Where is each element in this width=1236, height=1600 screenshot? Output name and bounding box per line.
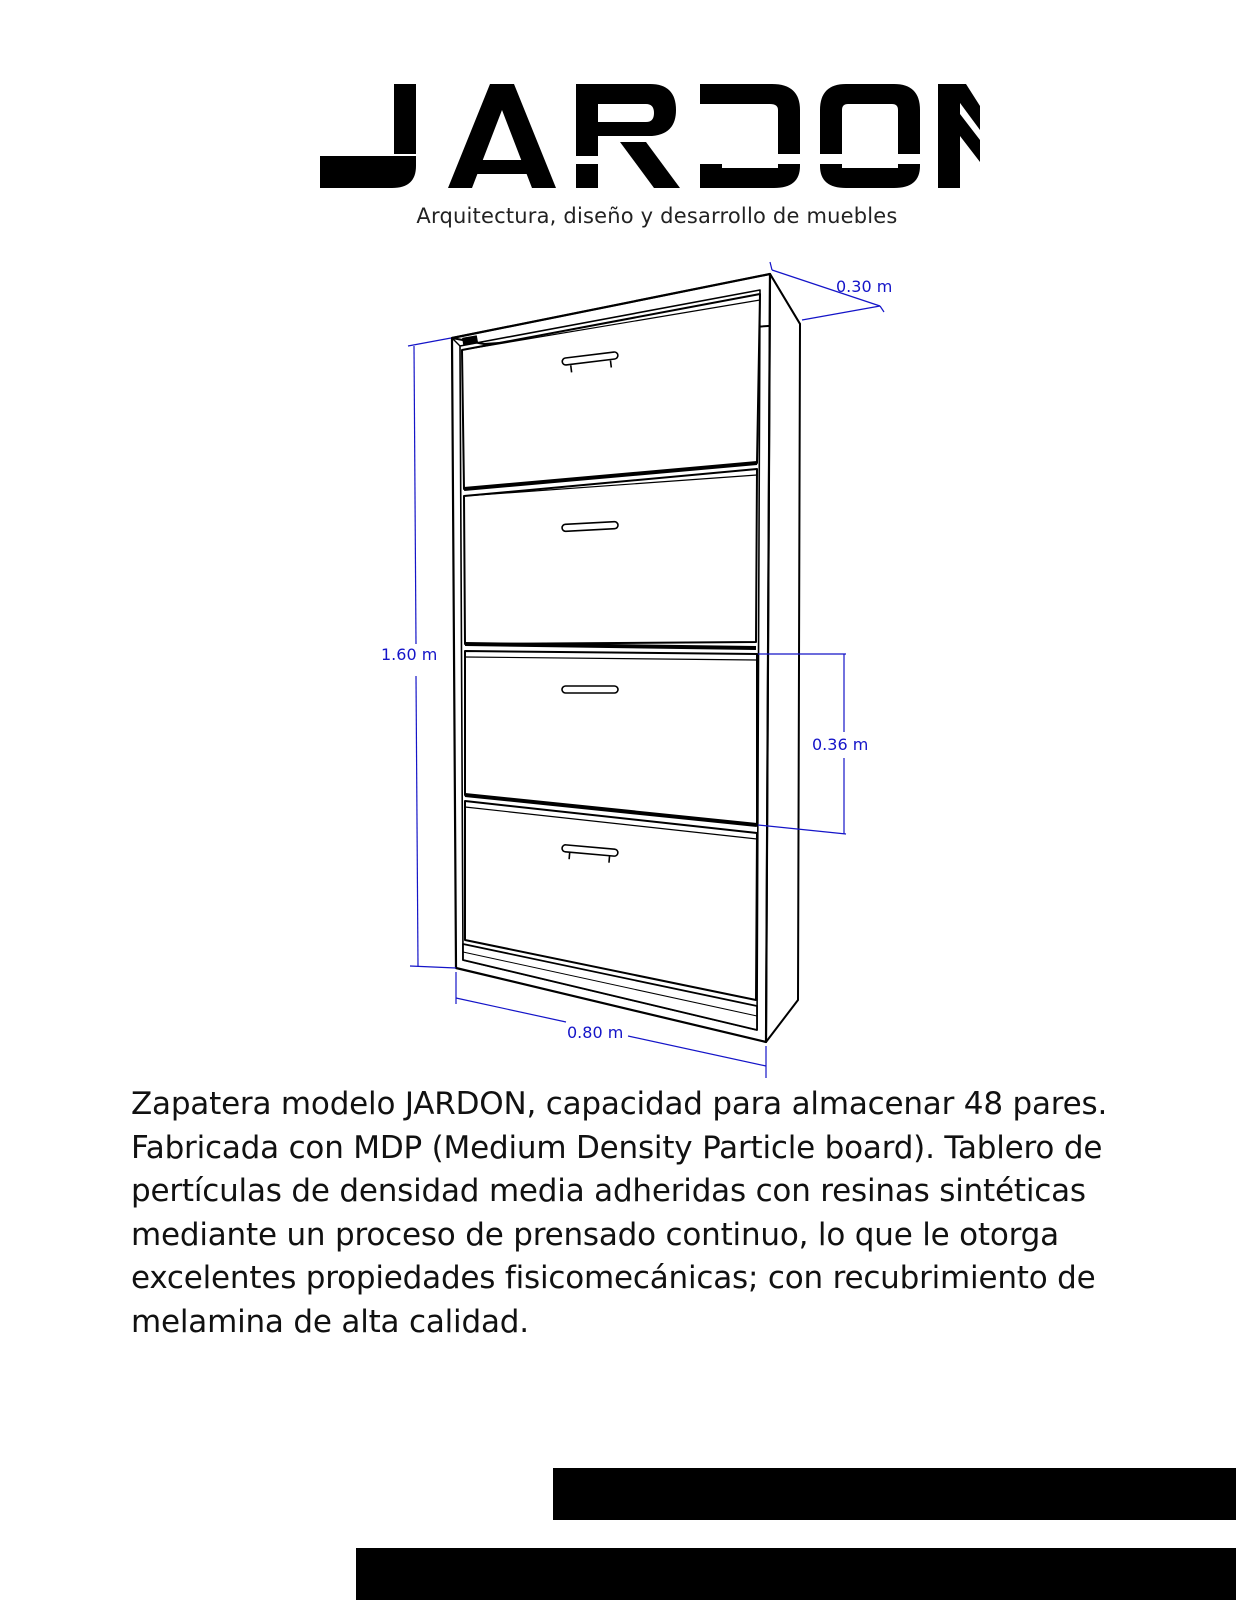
dimension-drawer-height-label: 0.36 m <box>812 735 869 754</box>
decorative-bar-lower <box>356 1548 1236 1600</box>
brand-tagline: Arquitectura, diseño y desarrollo de muebles <box>416 204 898 228</box>
brand-logo <box>320 80 980 192</box>
decorative-bar-upper <box>553 1468 1236 1520</box>
product-description: Zapatera modelo JARDON, capacidad para almacenar 48 pares. Fabricada con MDP (Medium Density Particle board). Tablero de pertículas de densidad media adheridas con resinas sintéticas mediante un proceso de prensado continuo, lo que le otorga excelentes propiedades fisicomecánicas; con recubrimiento de melamina de alta calidad. <box>131 1086 1108 1340</box>
cabinet-drawing <box>380 260 920 1080</box>
handle-3 <box>562 686 618 693</box>
drawer-1 <box>462 294 760 489</box>
cabinet-body <box>452 274 800 1042</box>
drawer-2 <box>464 469 757 648</box>
dimension-height-label: 1.60 m <box>381 645 438 664</box>
cabinet-side-panel <box>766 274 800 1042</box>
drawer-3 <box>465 651 757 825</box>
dimension-width-label: 0.80 m <box>567 1023 624 1042</box>
dimension-depth-label: 0.30 m <box>836 277 893 296</box>
